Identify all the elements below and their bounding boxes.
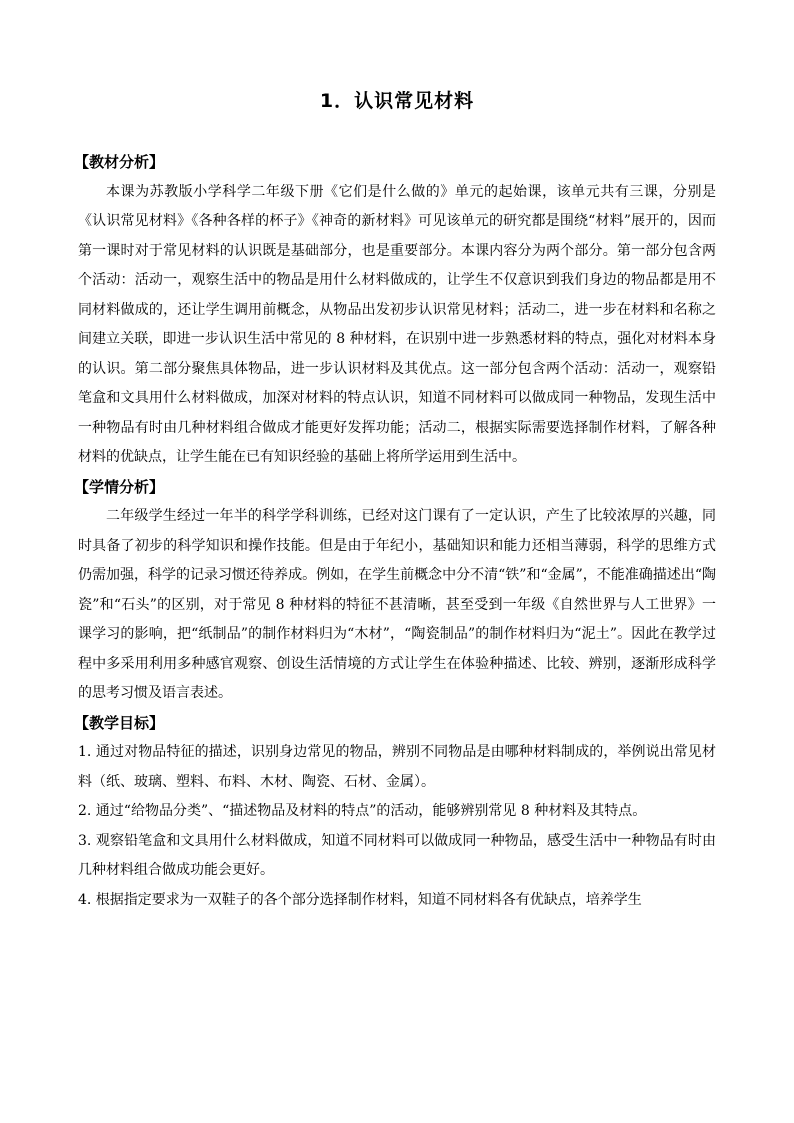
document-title: 1．认识常见材料 [319, 90, 475, 112]
section-textbook-analysis [74, 148, 716, 473]
section-student-analysis [74, 473, 716, 709]
goal-item: 1. 通过对物品特征的描述，识别身边常见的物品，辨别不同物品是由哪种材料制成的，举例说出常见材料（纸、玻璃、塑料、布料、木材、陶瓷、石材、金属）。 [78, 744, 716, 790]
section-paragraph: 本课为苏教版小学科学二年级下册《它们是什么做的》单元的起始课，该单元共有三课，分别是《认识常见材料》《各种各样的杯子》《神奇的新材料》可见该单元的研究都是围绕“材料”展开的，因而第一课时对于常见材料的认识既是基础部分，也是重要部分。本课内容分为两个部分。第一部分包含两个活动：活动一，观察生活中的物品是用什么材料做成的，让学生不仅意识到我们身边的物品都是用不同材料做成的，还让学生调用前概念，从物品出发初步认识常见材料；活动二，进一步在材料和名称之间建立关联，即进一步认识生活中常见的 8 种材料，在识别中进一步熟悉材料的特点，强化对材料本身的认识。第二部分聚焦具体物品，进一步认识材料及其优点。这一部分包含两个活动：活动一，观察铅笔盒和文具用什么材料做成，加深对材料的特点认识，知道不同材料可以做成同一种物品，发现生活中一种物品有时由几种材料组合做成才能更好发挥功能；活动二，根据实际需要选择制作材料，了解各种材料的优缺点，让学生能在已有知识经验的基础上将所学运用到生活中。 [78, 183, 716, 465]
section-teaching-goals [74, 709, 716, 916]
section-heading: 【教学目标】 [74, 713, 165, 732]
goal-item: 4. 根据指定要求为一双鞋子的各个部分选择制作材料，知道不同材料各有优缺点，培养学生 [78, 891, 642, 908]
goal-item: 2. 通过“给物品分类”、“描述物品及材料的特点”的活动，能够辨别常见 8 种材料及其特点。 [78, 803, 647, 819]
section-heading: 【教材分析】 [74, 153, 165, 171]
section-heading: 【学情分析】 [74, 477, 165, 496]
goal-item: 3. 观察铅笔盒和文具用什么材料做成，知道不同材料可以做成同一种物品，感受生活中一种物品有时由几种材料组合做成功能会更好。 [78, 832, 716, 878]
document-body [74, 148, 716, 915]
section-paragraph: 二年级学生经过一年半的科学学科训练，已经对这门课有了一定认识，产生了比较浓厚的兴趣，同时具备了初步的科学知识和操作技能。但是由于年纪小，基础知识和能力还相当薄弱，科学的思维方式仍需加强，科学的记录习惯还待养成。例如，在学生前概念中分不清“铁”和“金属”，不能准确描述出“陶瓷”和“石头”的区别，对于常见 8 种材料的特征不甚清晰，甚至受到一年级《自然世界与人工世界》一课学习的影响，把“纸制品”的制作材料归为“木材”，“陶瓷制品”的制作材料归为“泥土”。因此在教学过程中多采用利用多种感官观察、创设生活情境的方式让学生在体验种描述、比较、辨别，逐渐形成科学的思考习惯及语言表述。 [78, 508, 716, 701]
